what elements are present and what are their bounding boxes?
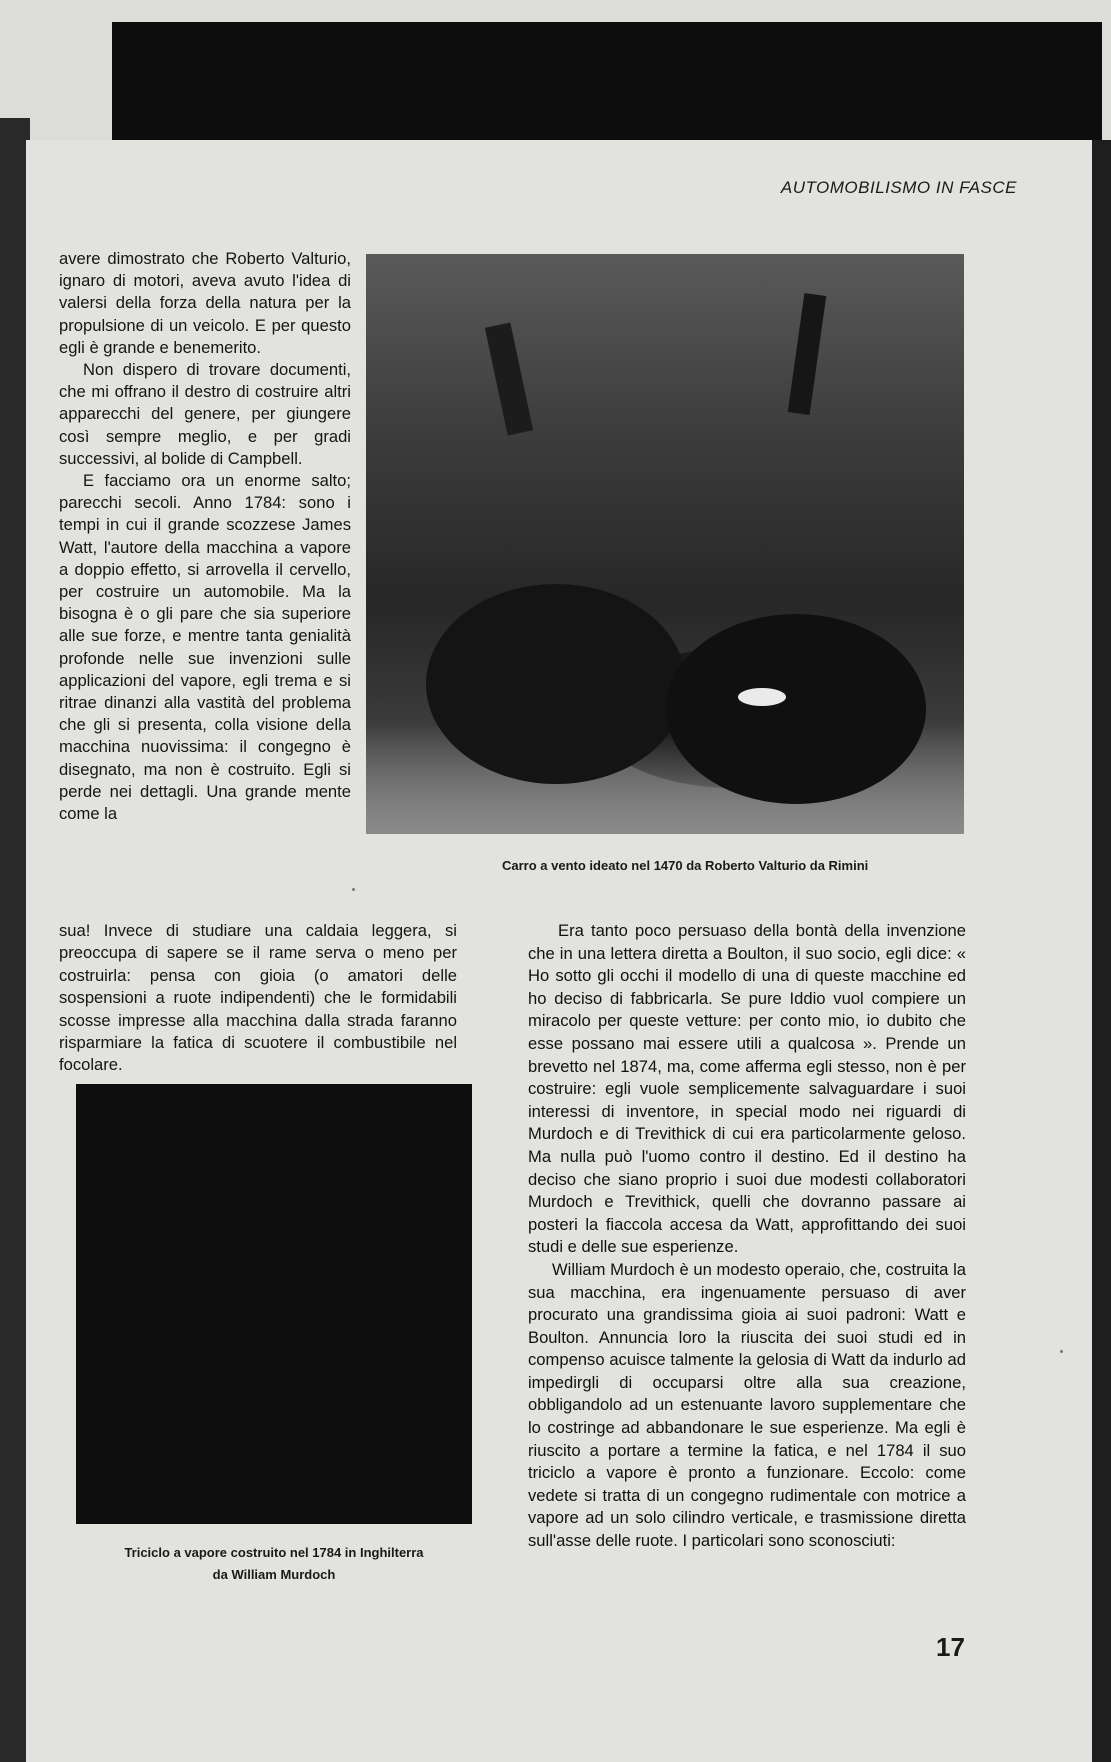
photo-detail [485,322,533,435]
wind-cart-caption: Carro a vento ideato nel 1470 da Roberto Valturio da Rimini [502,858,869,873]
caption-line: da William Murdoch [212,1567,336,1582]
paragraph: William Murdoch è un modesto operaio, che, costruita la sua macchina, era ingenuamente persuaso di aver procurato una grandissima gioia ai suoi padroni: Watt e Boulton. Annuncia loro la riuscita dei suoi studi ed in compenso acuisce talmente la gelosia di Watt da indurlo ad impedirgli di occuparsi oltre alla sua creazione, obbligandolo ad un estenuante lavoro supplementare che lo costringe ad abbandonare le sue esperienze. Ma egli è riuscito a portare a termine la fatica, e nel 1784 il suo triciclo a vapore è pronto a funzionare. Eccolo: come vedete si tratta di un congegno rudimentale con motrice a vapore ad un solo cilindro verticale, e trasmissione diretta sull'asse delle ruote. I particolari sono sconosciuti: [528,1259,966,1551]
photo-detail [666,614,926,804]
photo-detail [426,584,686,784]
top-black-band [112,22,1102,142]
caption-line: Triciclo a vapore costruito nel 1784 in Inghilterra [124,1545,424,1560]
right-scan-edge [1092,140,1111,1762]
paragraph: sua! Invece di studiare una caldaia leggera, si preoccupa di sapere se il rame serva o meno per costruirla: pensa con gioia (o amatori delle sospensioni a ruote indipendenti) che le formidabili scosse impresse alla macchina dalla strada faranno risparmiare la fatica di scuotere il combustibile nel focolare. [59,921,457,1075]
paragraph: Non dispero di trovare documenti, che mi offrano il destro di costruire altri apparecchi del genere, per giungere così sempre meglio, e per gradi successivi, al bolide di Campbell. [59,360,351,468]
steam-tricycle-caption [70,1542,478,1586]
running-title: AUTOMOBILISMO IN FASCE [780,178,1017,197]
photo-detail [738,688,786,706]
left-column-continuation [59,920,457,1077]
scan-speck [1060,1350,1063,1353]
paragraph: E facciamo ora un enorme salto; parecchi secoli. Anno 1784: sono i tempi in cui il grande scozzese James Watt, l'autore della macchina a vapore a doppio effetto, si arrovella il cervello, per costruire un automobile. Ma la bisogna è o gli pare che sia superiore alle sue forze, e mentre tanta genialità profonde nelle sue invenzioni sulle applicazioni del vapore, egli trema e si ritrae dinanzi alla vastità del problema che gli si presenta, colla visione della macchina nuovissima: il congegno è disegnato, ma non è costruito. Egli si perde nei dettagli. Una grande mente come la [59,471,351,824]
page-number: 17 [936,1632,965,1662]
right-column [528,920,966,1553]
paragraph: avere dimostrato che Roberto Valturio, ignaro di motori, aveva avuto l'idea di valersi della forza della natura per la propulsione di un veicolo. E per questo egli è grande e benemerito. [59,249,351,357]
wind-cart-photo [366,254,964,834]
steam-tricycle-photo [76,1084,472,1524]
left-column-top [59,248,351,825]
scan-speck [352,888,355,891]
paragraph: Era tanto poco persuaso della bontà della invenzione che in una lettera diretta a Boulton, il suo socio, egli dice: « Ho sotto gli occhi il modello di una di queste macchine ed ho deciso di fabbricarla. Se pure Iddio vuol compiere un miracolo per queste vetture: per conto mio, io dubito che esse possano mai essere utili a qualcosa ». Prende un brevetto nel 1874, ma, come afferma egli stesso, non è per costruire: egli vuole semplicemente salvaguardare i suoi interessi di inventore, in special modo nei riguardi di Murdoch e di Trevithick di cui era particolarmente geloso. Ma nulla può l'uomo contro il destino. Ed il destino ha deciso che siano proprio i suoi due modesti collaboratori Murdoch e Trevithick, quelli che dovranno passare ai posteri la fiaccola accesa da Watt, approfittando dei suoi studi e delle sue esperienze. [528,921,966,1257]
photo-detail [788,293,826,415]
